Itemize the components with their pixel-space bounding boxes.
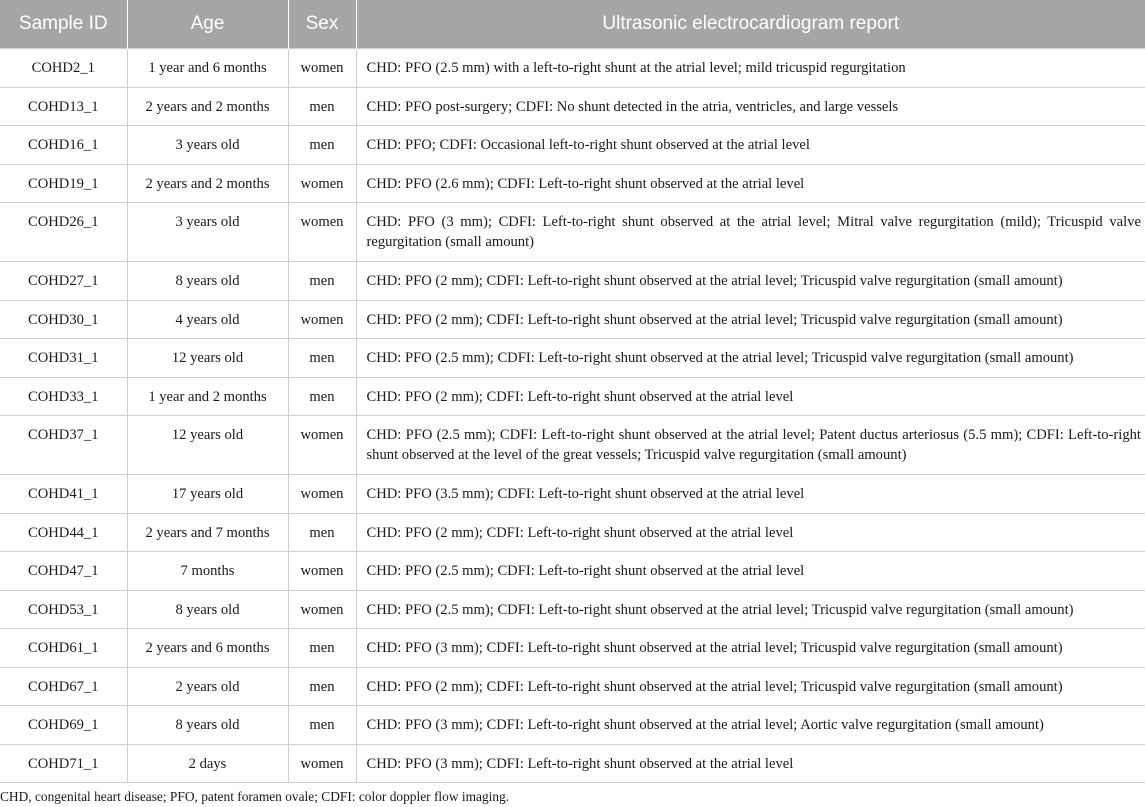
cell-report: CHD: PFO (2.5 mm); CDFI: Left-to-right shunt observed at the atrial level; Tricuspid valve regurgitation (small amount) [356, 339, 1145, 378]
cell-sample-id: COHD2_1 [0, 49, 127, 88]
header-age: Age [127, 0, 288, 49]
table-footnote: CHD, congenital heart disease; PFO, patent foramen ovale; CDFI: color doppler flow imaging. [0, 789, 510, 804]
cell-report: CHD: PFO; CDFI: Occasional left-to-right shunt observed at the atrial level [356, 126, 1145, 165]
cell-sample-id: COHD30_1 [0, 300, 127, 339]
cell-sample-id: COHD13_1 [0, 87, 127, 126]
table-row [0, 629, 1145, 668]
cell-age: 17 years old [127, 475, 288, 514]
cell-age: 2 years and 6 months [127, 629, 288, 668]
cell-sample-id: COHD19_1 [0, 164, 127, 203]
cell-sample-id: COHD31_1 [0, 339, 127, 378]
cell-age: 2 years and 2 months [127, 164, 288, 203]
table-row [0, 164, 1145, 203]
header-sex: Sex [288, 0, 356, 49]
cell-report: CHD: PFO (3 mm); CDFI: Left-to-right shunt observed at the atrial level; Mitral valve regurgitation (mild); Tricuspid valve regurgitation (small amount) [356, 203, 1145, 262]
cell-report: CHD: PFO (2.5 mm) with a left-to-right shunt at the atrial level; mild tricuspid regurgitation [356, 49, 1145, 88]
header-report: Ultrasonic electrocardiogram report [356, 0, 1145, 49]
table-row [0, 475, 1145, 514]
cell-sex: women [288, 164, 356, 203]
table-row [0, 744, 1145, 783]
cell-age: 2 years and 7 months [127, 513, 288, 552]
cell-sex: women [288, 416, 356, 475]
table-row [0, 126, 1145, 165]
cell-sample-id: COHD33_1 [0, 377, 127, 416]
cell-sex: women [288, 744, 356, 783]
cell-report: CHD: PFO (2.5 mm); CDFI: Left-to-right shunt observed at the atrial level [356, 552, 1145, 591]
cell-sample-id: COHD67_1 [0, 667, 127, 706]
cell-sample-id: COHD69_1 [0, 706, 127, 745]
cell-sample-id: COHD37_1 [0, 416, 127, 475]
header-sample-id: Sample ID [0, 0, 127, 49]
cell-age: 2 years and 2 months [127, 87, 288, 126]
cell-sex: men [288, 377, 356, 416]
table-row [0, 203, 1145, 262]
table-row [0, 377, 1145, 416]
table-row [0, 339, 1145, 378]
table-row [0, 590, 1145, 629]
cell-age: 12 years old [127, 416, 288, 475]
table-row [0, 416, 1145, 475]
cell-sex: men [288, 667, 356, 706]
table-row [0, 513, 1145, 552]
cell-age: 8 years old [127, 706, 288, 745]
cell-age: 12 years old [127, 339, 288, 378]
cell-sex: men [288, 513, 356, 552]
cell-sex: women [288, 552, 356, 591]
cell-sample-id: COHD26_1 [0, 203, 127, 262]
table-row [0, 49, 1145, 88]
cell-sex: men [288, 706, 356, 745]
cell-age: 3 years old [127, 126, 288, 165]
cell-sex: men [288, 126, 356, 165]
cell-report: CHD: PFO post-surgery; CDFI: No shunt detected in the atria, ventricles, and large vessels [356, 87, 1145, 126]
table-row [0, 87, 1145, 126]
table-row [0, 300, 1145, 339]
table-header-row [0, 0, 1145, 49]
cell-report: CHD: PFO (2 mm); CDFI: Left-to-right shunt observed at the atrial level [356, 377, 1145, 416]
cell-sample-id: COHD44_1 [0, 513, 127, 552]
cell-sample-id: COHD47_1 [0, 552, 127, 591]
cell-report: CHD: PFO (2 mm); CDFI: Left-to-right shunt observed at the atrial level [356, 513, 1145, 552]
cell-report: CHD: PFO (2 mm); CDFI: Left-to-right shunt observed at the atrial level; Tricuspid valve regurgitation (small amount) [356, 300, 1145, 339]
table-row [0, 667, 1145, 706]
cell-sex: women [288, 49, 356, 88]
cell-age: 3 years old [127, 203, 288, 262]
cell-sex: men [288, 262, 356, 301]
cell-sex: women [288, 590, 356, 629]
cell-sample-id: COHD53_1 [0, 590, 127, 629]
cell-report: CHD: PFO (2 mm); CDFI: Left-to-right shunt observed at the atrial level; Tricuspid valve regurgitation (small amount) [356, 262, 1145, 301]
cell-age: 4 years old [127, 300, 288, 339]
cell-age: 2 years old [127, 667, 288, 706]
cell-report: CHD: PFO (3 mm); CDFI: Left-to-right shunt observed at the atrial level; Aortic valve regurgitation (small amount) [356, 706, 1145, 745]
cell-age: 2 days [127, 744, 288, 783]
cell-sex: men [288, 339, 356, 378]
cell-report: CHD: PFO (3 mm); CDFI: Left-to-right shunt observed at the atrial level [356, 744, 1145, 783]
cell-report: CHD: PFO (2.5 mm); CDFI: Left-to-right shunt observed at the atrial level; Tricuspid valve regurgitation (small amount) [356, 590, 1145, 629]
cell-sex: women [288, 300, 356, 339]
cell-age: 8 years old [127, 262, 288, 301]
cell-sex: men [288, 629, 356, 668]
cell-sex: women [288, 203, 356, 262]
cell-report: CHD: PFO (2 mm); CDFI: Left-to-right shunt observed at the atrial level; Tricuspid valve regurgitation (small amount) [356, 667, 1145, 706]
cell-report: CHD: PFO (3.5 mm); CDFI: Left-to-right shunt observed at the atrial level [356, 475, 1145, 514]
cell-report: CHD: PFO (3 mm); CDFI: Left-to-right shunt observed at the atrial level; Tricuspid valve regurgitation (small amount) [356, 629, 1145, 668]
cell-report: CHD: PFO (2.6 mm); CDFI: Left-to-right shunt observed at the atrial level [356, 164, 1145, 203]
cell-age: 1 year and 2 months [127, 377, 288, 416]
cell-sample-id: COHD41_1 [0, 475, 127, 514]
cell-sex: women [288, 475, 356, 514]
cell-sex: men [288, 87, 356, 126]
table-row [0, 552, 1145, 591]
cell-sample-id: COHD71_1 [0, 744, 127, 783]
table-row [0, 706, 1145, 745]
cell-sample-id: COHD61_1 [0, 629, 127, 668]
table-row [0, 262, 1145, 301]
cell-report: CHD: PFO (2.5 mm); CDFI: Left-to-right shunt observed at the atrial level; Patent ductus arteriosus (5.5 mm); CDFI: Left-to-right shunt observed at the level of the great vessels; Tricuspid valve regurgitation (small amount) [356, 416, 1145, 475]
cell-age: 8 years old [127, 590, 288, 629]
cell-age: 7 months [127, 552, 288, 591]
cell-sample-id: COHD27_1 [0, 262, 127, 301]
cell-sample-id: COHD16_1 [0, 126, 127, 165]
cell-age: 1 year and 6 months [127, 49, 288, 88]
